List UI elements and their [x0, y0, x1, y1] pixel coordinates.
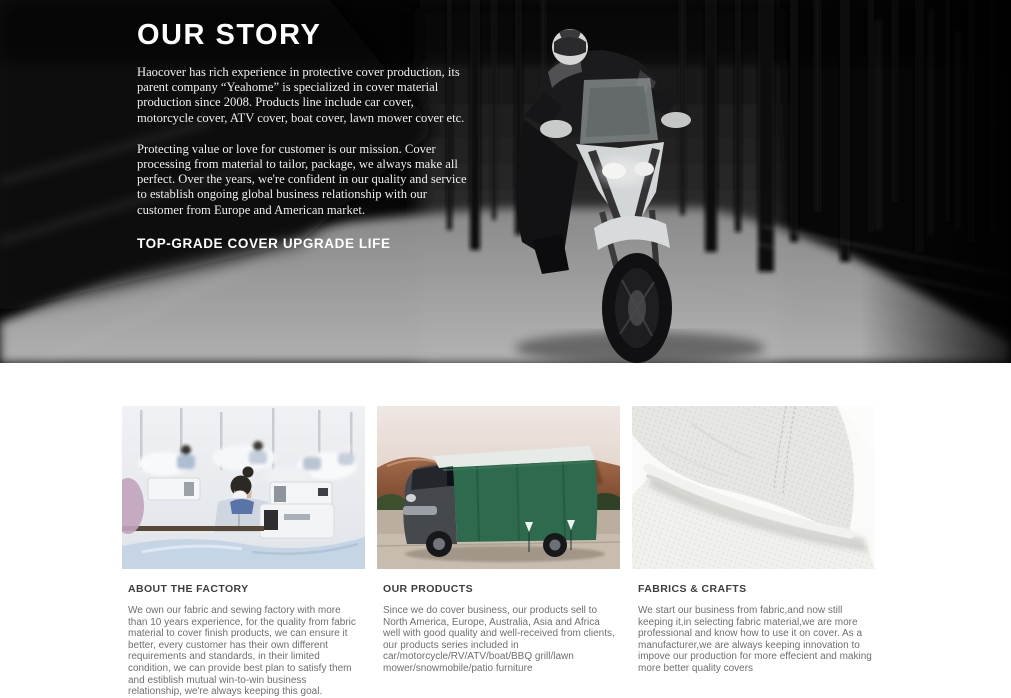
feature-body-factory: We own our fabric and sewing factory with more than 10 years experience, for the quality from fabric material to cover finish products, we can ensure it better, every customer has their own different requirements and standards, in their limited condition, we can provide best plan to satisfy them and estiblish mutual win-to-win business relationship, we're always keeping this goal.: [128, 605, 356, 698]
products-photo: [377, 406, 620, 569]
page-title: OUR STORY: [137, 19, 322, 51]
feature-heading-factory: ABOUT THE FACTORY: [128, 583, 249, 595]
story-paragraph-2: Protecting value or love for customer is our mission. Cover processing from material to tailor, package, we always make all perfect. Over the years, we're confident in our quality and service to establish ongoing global business relationship with our customer from Europe and American market.: [137, 141, 467, 217]
hero-tagline: TOP-GRADE COVER UPGRADE LIFE: [137, 235, 391, 251]
feature-heading-fabrics: FABRICS & CRAFTS: [638, 583, 747, 595]
feature-body-products: Since we do cover business, our products sell to North America, Europe, Australia, Asia and Africa well with good quality and well-received from clients, our products series included in car/motorcycle/RV/ATV/boat/BBQ grill/lawn mower/snowmobile/patio furniture: [383, 605, 615, 674]
feature-card-products: [377, 406, 620, 672]
fabric-photo: [632, 406, 875, 569]
factory-photo: [122, 406, 365, 569]
feature-heading-products: OUR PRODUCTS: [383, 583, 473, 595]
hero-content: [137, 20, 469, 251]
feature-card-factory: [122, 406, 365, 698]
feature-body-fabrics: We start our business from fabric,and now still keeping it,in selecting fabric material,we are more professional and know how to use it on cover. As a manufacturer,we are always keeping innovation to impove our production for more effecient and making more better quality covers: [638, 605, 872, 674]
features-section: [0, 363, 1011, 698]
fabric-photo-card: [632, 406, 875, 672]
story-paragraph-1: Haocover has rich experience in protective cover production, its parent company “Yeahome” is specialized in cover material production since 2008. Products line include car cover, motorcycle cover, ATV cover, boat cover, lawn mower cover etc.: [137, 64, 465, 125]
